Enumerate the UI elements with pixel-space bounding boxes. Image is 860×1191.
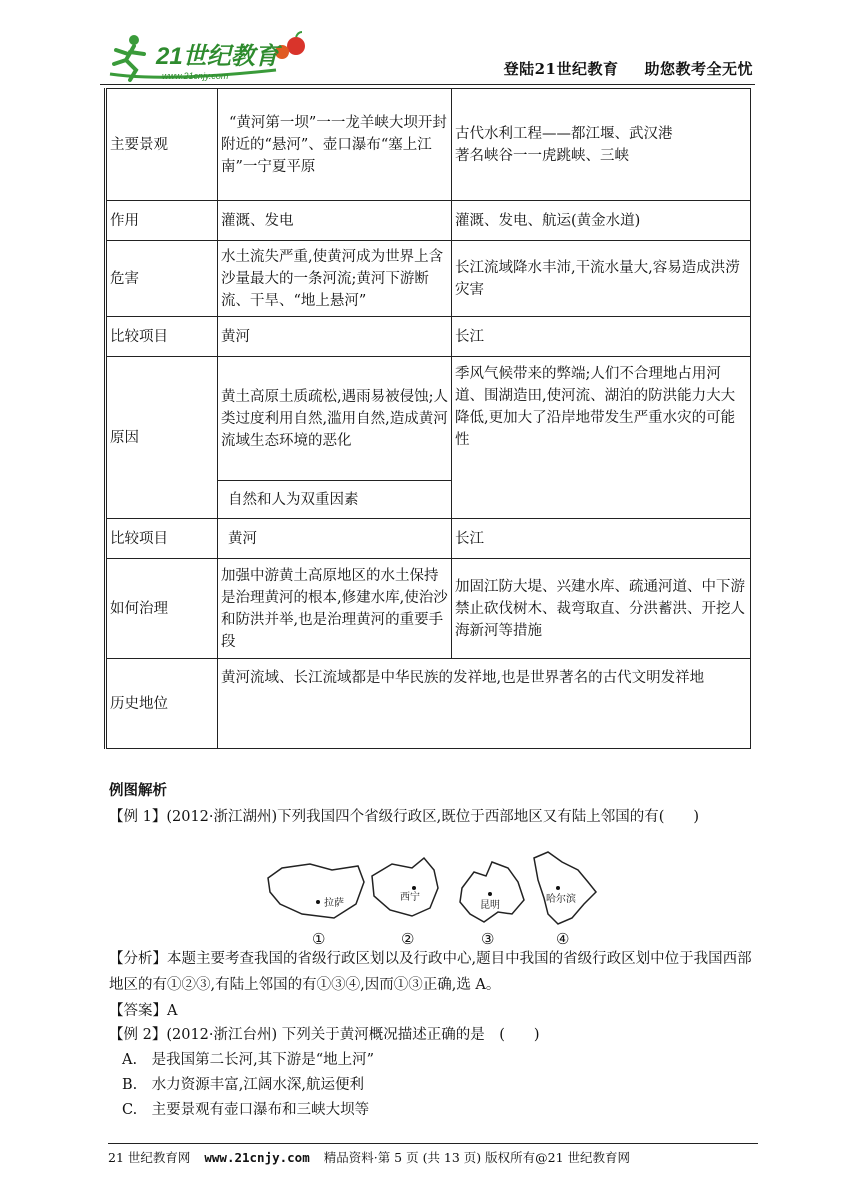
yangtze-cell: 古代水利工程——都江堰、武汉港 著名峡谷一一虎跳峡、三峡 [452, 89, 751, 201]
qinghai-outline [372, 858, 438, 916]
table-row [106, 89, 751, 201]
yangtze-cell: 灌溉、发电、航运(黄金水道) [452, 201, 751, 241]
yellow-river-cell: 黄土高原土质疏松,遇雨易被侵蚀;人类过度利用自然,滥用自然,造成黄河流域生态环境的恶化 [218, 357, 452, 481]
map-label-1: ① [312, 930, 326, 948]
row-label: 原因 [106, 357, 218, 519]
slogan-left: 登陆21世纪教育 [503, 60, 619, 78]
yellow-river-cell: “黄河第一坝”一一龙羊峡大坝开封附近的“悬河”、壶口瀑布“塞上江南”一宁夏平原 [218, 89, 452, 201]
table-row [106, 357, 751, 481]
map-label-3: ③ [481, 930, 495, 948]
yellow-river-header: 黄河 [218, 519, 452, 559]
row-label: 比较项目 [106, 317, 218, 357]
example-2-option-a: A. 是我国第二长河,其下游是“地上河” [122, 1052, 375, 1068]
footer-right: 精品资料·第 5 页 (共 13 页) 版权所有@21 世纪教育网 [323, 1150, 631, 1165]
tibet-outline [268, 864, 364, 918]
yangtze-cell: 长江流域降水丰沛,干流水量大,容易造成洪涝灾害 [452, 241, 751, 317]
yunnan-outline [460, 862, 524, 922]
example-1-analysis: 【分析】本题主要考查我国的省级行政区划以及行政中心,题目中我国的省级行政区划中位于我国西部地区的有①②③,有陆上邻国的有①③④,因而①③正确,选 A。 [109, 951, 752, 993]
example-2-question: 【例 2】(2012·浙江台州) 下列关于黄河概况描述正确的是 ( ) [109, 1027, 540, 1043]
row-label: 历史地位 [106, 659, 218, 749]
section-heading: 例图解析 [109, 782, 167, 799]
yellow-river-header: 黄河 [218, 317, 452, 357]
footer-site-link[interactable]: www.21cnjy.com [204, 1150, 310, 1165]
table-row [106, 317, 751, 357]
row-label: 比较项目 [106, 519, 218, 559]
example-2-option-b: B. 水力资源丰富,江阔水深,航运便利 [122, 1077, 364, 1093]
map-label-2: ② [401, 930, 415, 948]
svg-text:www.21cnjy.com: www.21cnjy.com [162, 71, 229, 81]
row-label: 危害 [106, 241, 218, 317]
site-logo[interactable] [106, 30, 326, 84]
page-footer [108, 1143, 758, 1166]
city-label: 昆明 [480, 900, 500, 911]
city-label: 哈尔滨 [546, 894, 576, 905]
header-slogan [478, 58, 753, 79]
table-row [106, 659, 751, 749]
merged-cell: 黄河流域、长江流域都是中华民族的发祥地,也是世界著名的古代文明发祥地 [218, 659, 751, 749]
yellow-river-cell: 水土流失严重,使黄河成为世界上含沙量最大的一条河流;黄河下游断流、干旱、“地上悬河” [218, 241, 452, 317]
yangtze-cell: 季风气候带来的弊端;人们不合理地占用河道、围湖造田,使河流、湖泊的防洪能力大大降低,更加大了沿岸地带发生严重水灾的可能性 [452, 357, 751, 519]
page-header [100, 28, 755, 85]
table-row [106, 241, 751, 317]
yangtze-cell: 加固江防大堤、兴建水库、疏通河道、中下游禁止砍伐树木、裁弯取直、分洪蓄洪、开挖人海新河等措施 [452, 559, 751, 659]
table-row [106, 559, 751, 659]
yellow-river-cell: 灌溉、发电 [218, 201, 452, 241]
example-1-answer: 【答案】A [109, 1003, 178, 1019]
svg-text:21世纪教育: 21世纪教育 [156, 43, 279, 70]
example-2-option-c: C. 主要景观有壶口瀑布和三峡大坝等 [122, 1102, 370, 1118]
table-row [106, 519, 751, 559]
table-row [106, 201, 751, 241]
yangtze-header: 长江 [452, 519, 751, 559]
footer-left: 21 世纪教育网 [108, 1150, 191, 1165]
yangtze-header: 长江 [452, 317, 751, 357]
city-label: 西宁 [400, 892, 420, 903]
heilongjiang-outline [534, 852, 596, 924]
map-label-4: ④ [556, 930, 570, 948]
yellow-river-cell-extra: 自然和人为双重因素 [218, 481, 452, 519]
row-label: 主要景观 [106, 89, 218, 201]
comparison-table [104, 88, 751, 749]
example-1-question: 【例 1】(2012·浙江湖州)下列我国四个省级行政区,既位于西部地区又有陆上邻国的有( ) [109, 809, 700, 825]
yellow-river-cell: 加强中游黄土高原地区的水土保持是治理黄河的根本,修建水库,使治沙和防洪并举,也是治理黄河的重要手段 [218, 559, 452, 659]
row-label: 作用 [106, 201, 218, 241]
city-label: 拉萨 [324, 898, 344, 909]
row-label: 如何治理 [106, 559, 218, 659]
slogan-right: 助您教考全无忧 [644, 60, 753, 78]
